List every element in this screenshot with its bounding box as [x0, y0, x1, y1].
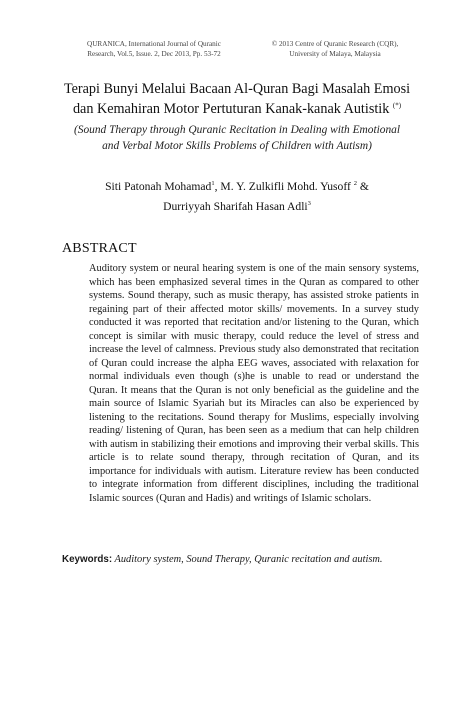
keywords-line	[62, 553, 442, 567]
paper-subtitle-line2: and Verbal Motor Skills Problems of Children with Autism)	[102, 139, 372, 152]
abstract-paragraph: Auditory system or neural hearing system is one of the main sensory systems, which has been emphasized several times in the Quran as compared to other systems. Sound therapy, such as music therapy, has assisted stroke patients in regaining part of their affected motor skills/ movements. In a survey study conducted it was reported that recitation and/or listening to the Quran, which concept is similar with music therapy, could reduce the level of stress and increase the level of calmness. Previous study also demonstrated that recitation of Quran could increase the alpha EEG waves, associated with relaxation for normal individuals even though (s)he is unable to read or understand the Quran. It means that the Quran is not only beneficial as the guideline and the main source of Islamic Syariah but its Miracles can also be experienced by listening to the recitations. Sound therapy for Muslims, especially involving reading/ listening of Quran, has been seen as a medium that can help children with autism in stabilizing their emotions and improving their verbal skills. This article is to relate sound therapy, through recitation of Quran, and its importance for individuals with autism. Literature review has been conducted to integrate information from different disciplines, including the traditional Islamic sources (Quran and Hadis) and writings of Islamic scholars.	[89, 263, 419, 504]
paper-subtitle	[44, 123, 430, 155]
paper-title-line1: Terapi Bunyi Melalui Bacaan Al-Quran Bagi Masalah Emosi	[63, 81, 411, 97]
author-affiliation-mark: 3	[307, 200, 311, 208]
keywords-label: Keywords:	[62, 554, 113, 565]
copyright-line2: University of Malaya, Malaysia	[289, 49, 381, 58]
journal-citation-line1: QURANICA, International Journal of Quranic	[87, 40, 221, 48]
copyright-notice	[250, 40, 420, 59]
author-list	[40, 177, 434, 218]
author-affiliation-mark: 2	[353, 180, 357, 188]
author-line1	[40, 177, 434, 197]
paper-title-line2	[40, 100, 434, 120]
title-footnote-marker: (*)	[392, 100, 402, 109]
paper-title	[40, 80, 434, 119]
abstract-heading: ABSTRACT	[62, 241, 137, 256]
author-name: , M. Y. Zulkifli Mohd. Yusoff	[214, 180, 351, 193]
author-conjunction: &	[357, 180, 369, 193]
author-line2	[40, 197, 434, 217]
paper-title-line2-text: dan Kemahiran Motor Pertuturan Kanak-kanak Autistik	[72, 100, 390, 117]
paper-subtitle-line1: (Sound Therapy through Quranic Recitation in Dealing with Emotional	[73, 124, 401, 136]
abstract-body	[89, 262, 419, 505]
copyright-line1: © 2013 Centre of Quranic Research (CQR),	[271, 40, 399, 48]
author-name: Siti Patonah Mohamad	[105, 180, 212, 193]
keywords-text: Auditory system, Sound Therapy, Quranic recitation and autism.	[112, 554, 383, 565]
author-affiliation-mark: 1	[211, 180, 215, 188]
journal-citation	[74, 40, 234, 59]
author-name: Durriyyah Sharifah Hasan Adli	[163, 200, 308, 214]
journal-citation-line2: Research, Vol.5, Issue. 2, Dec 2013, Pp. 53-72	[87, 49, 221, 58]
